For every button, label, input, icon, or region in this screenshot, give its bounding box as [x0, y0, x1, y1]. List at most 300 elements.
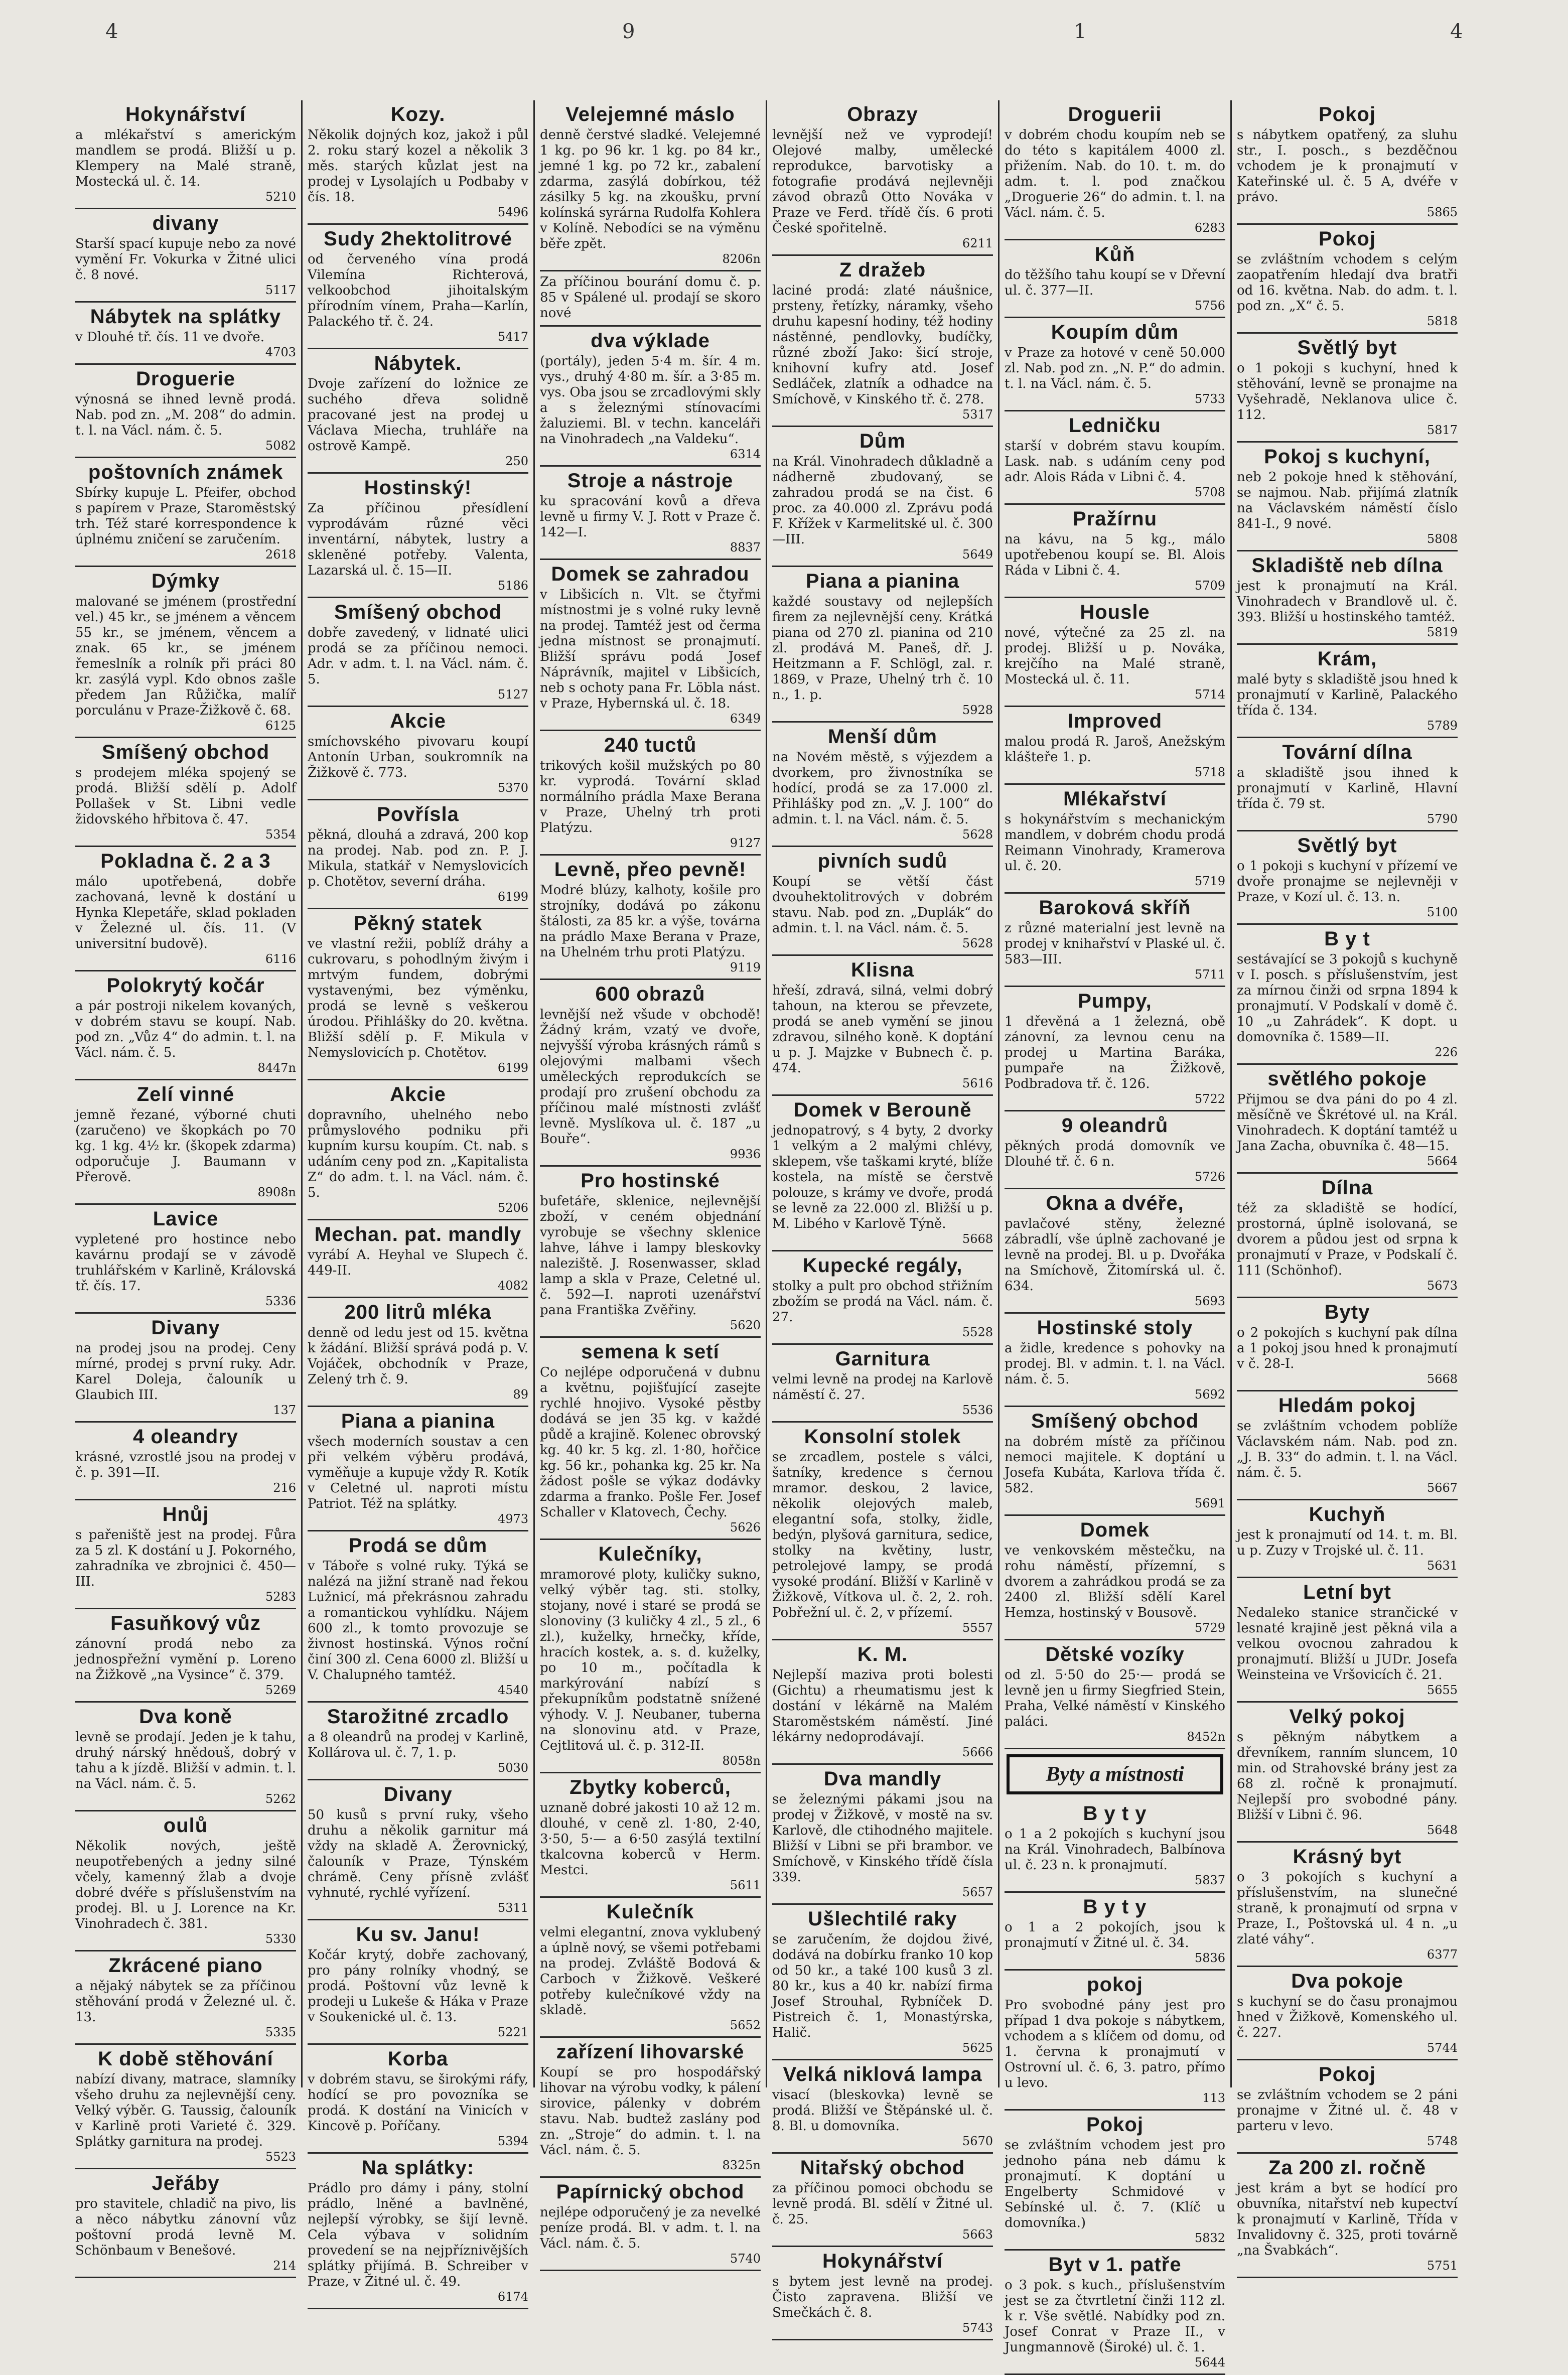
ad-code: 5311 — [497, 1901, 528, 1915]
ad-text: Modré blúzy, kalhoty, košile pro strojníky, dodává po zákonu štálosti, za 85 kr. a výše, továrna na prádlo Maxe Berana v Praze, na Uhelném trhu proti Platýzu. — [540, 883, 761, 960]
ad-text: malou prodá R. Jaroš, Anežským klášteře 1. p. — [1005, 734, 1225, 765]
ad-code: 4082 — [497, 1279, 528, 1293]
classified-ad — [308, 598, 528, 707]
ad-code: 5649 — [962, 547, 993, 562]
ad-columns — [70, 100, 1463, 2369]
classified-ad — [1005, 598, 1225, 707]
ad-heading: Byty — [1324, 1301, 1370, 1323]
ad-code: 5354 — [265, 827, 296, 842]
classified-ad — [540, 2178, 761, 2271]
classified-ad — [308, 800, 528, 909]
classified-ad — [75, 100, 296, 209]
ad-heading: Ku sv. Janu! — [356, 1923, 480, 1945]
ad-heading: Velká niklová lampa — [783, 2063, 982, 2085]
ad-heading: Menší dům — [828, 726, 937, 748]
classified-ad — [1005, 505, 1225, 598]
classified-ad — [540, 1167, 761, 1338]
classified-ad — [308, 2045, 528, 2154]
ad-code: 5740 — [730, 2252, 761, 2266]
classified-ad — [75, 1951, 296, 2045]
ad-code: 6116 — [265, 952, 296, 966]
ad-heading: Smíšený obchod — [1031, 1410, 1199, 1432]
ad-heading: Baroková skříň — [1039, 897, 1191, 919]
ad-code: 5336 — [265, 1294, 296, 1308]
ad-heading: Mechan. pat. mandly — [314, 1223, 522, 1245]
ad-text: Několik dojných koz, jakož i půl 2. roku starý kozel a několik 3 měs. starých kůzlat jest na prodej v Lysolajích u Podbaby v čís. 18. — [308, 127, 528, 205]
ad-text: malé byty s skladiště jsou hned k pronajmutí v Karlině, Palackého třída č. 134. — [1237, 672, 1458, 718]
ad-code: 5370 — [497, 781, 528, 795]
ad-text: jest k pronajmutí na Král. Vinohradech v Brandlově ul. č. 393. Bližší u hostinského tamtéž. — [1237, 579, 1458, 625]
ad-code: 5790 — [1427, 812, 1458, 826]
classified-ad — [540, 856, 761, 980]
ad-code: 5751 — [1427, 2259, 1458, 2273]
ad-heading: K. M. — [857, 1643, 908, 1665]
ad-code: 5262 — [265, 1792, 296, 1806]
ad-text: v Táboře s volné ruky. Týká se nalézá na jižní straně nad řekou Lužnicí, má překrásnou zahradu a romantickou vyhlídku. Nájem 600 zl., k tomto provozuje se živnost hostinská. Výnos roční činí 300 zl. Cena 6000 zl. Bližší u V. Chalupného tamtéž. — [308, 1559, 528, 1683]
classified-ad — [1237, 443, 1458, 551]
classified-ad — [75, 847, 296, 971]
classified-ad — [1237, 551, 1458, 645]
ad-text: s prodejem mléka spojený se prodá. Bližší sdělí p. Adolf Pollašek v St. Libni vedle židovského hřbitova č. 47. — [75, 765, 296, 827]
classified-ad — [308, 1220, 528, 1298]
ad-code: 5817 — [1427, 423, 1458, 437]
ad-heading: Polokrytý kočár — [106, 974, 265, 997]
ad-heading: Nábytek. — [374, 352, 462, 374]
ad-heading: pokoj — [1087, 1974, 1143, 1996]
ad-code: 6314 — [730, 447, 761, 461]
ad-code: 5722 — [1194, 1092, 1225, 1106]
ad-text: a 8 oleandrů na prodej v Karlině, Kollárova ul. č. 7, 1. p. — [308, 1730, 528, 1760]
ad-heading: Krám, — [1317, 648, 1377, 670]
ad-code: 5670 — [962, 2134, 993, 2148]
ad-text: pěkných prodá domovník ve Dlouhé tř. č. 6 n. — [1005, 1139, 1225, 1169]
ad-text: bufetáře, sklenice, nejlevnější zboží, v ceném objednání vyrobuje se všechny sklenice lahve, láhve i lampy bleskovky naleziště. J. Rosenwasser, sklad lamp a skla v Praze, Celetné ul. č. 592—I. naproti uzenářství pana Františka Zvěřiny. — [540, 1194, 761, 1318]
classified-ad — [1237, 2154, 1458, 2278]
ad-code: 6283 — [1194, 221, 1225, 235]
ad-code: 216 — [273, 1481, 296, 1495]
ad-text: dopravního, uhelného nebo průmyslového podniku při kupním kursu koupím. Ct. nab. s udáním ceny pod zn. „Kapitalista Z“ do adm. t. l. na Václ. nám. č. 5. — [308, 1107, 528, 1200]
ad-text: a nějaký nábytek se za příčinou stěhování prodá v Železné ul. č. 13. — [75, 1979, 296, 2025]
ad-text: Koupí se pro hospodářský lihovar na výrobu vodky, k pálení sirovice, pálenky v dobrém stavu. Nab. budtež zaslány pod zn. „Stroje“ do admin. t. l. na Václ. nám. č. 5. — [540, 2065, 761, 2158]
classified-ad — [1005, 1799, 1225, 1893]
ad-text: v dobrém stavu, se širokými ráfy, hodící se pro povozníka se prodá. K dostání na Vinicích v Kincově p. Poříčany. — [308, 2072, 528, 2134]
ad-heading: 240 tuctů — [604, 734, 697, 756]
ad-heading: Velejemné máslo — [565, 103, 735, 125]
ad-heading: Hnůj — [162, 1503, 209, 1525]
ad-text: s bytem jest levně na prodej. Čisto zapravena. Bližší ve Smečkách č. 8. — [772, 2274, 993, 2320]
ad-code: 5100 — [1427, 905, 1458, 919]
ad-code: 5819 — [1427, 625, 1458, 639]
ad-code: 250 — [505, 454, 528, 468]
ad-code: 5664 — [1427, 1154, 1458, 1168]
ad-text: na Novém městě, s výjezdem a dvorkem, pro živnostníka se hodící, prodá se za 17.000 zl. Přihlášky pod zn. „V. J. 100“ do admin. t. l. na Václ. nám. č. 5. — [772, 750, 993, 827]
ad-text: s pařeniště jest na prodej. Fůra za 5 zl. K dostání u J. Pokorného, zahradníka ve zbrojnici č. 450—III. — [75, 1527, 296, 1589]
ad-text: o 1 pokoji s kuchyní, hned k stěhování, levně se pronajme na Vyšehradě, Neklanova ulice č. 112. — [1237, 361, 1458, 423]
ad-heading: Starožitné zrcadlo — [327, 1706, 509, 1728]
ad-heading: Kuchyň — [1309, 1503, 1386, 1525]
ad-heading: Pokladna č. 2 a 3 — [100, 850, 271, 872]
ad-heading: Sudy 2hektolitrové — [324, 228, 512, 250]
ad-code: 5673 — [1427, 1279, 1458, 1293]
ad-heading: B y t y — [1083, 1802, 1147, 1825]
ad-text: se zvláštním vchodem s celým zaopatřením hledají dva bratři od 16. května. Nab. do adm. t. l. pod zn. „X“ č. 5. — [1237, 252, 1458, 314]
ad-code: 5626 — [730, 1520, 761, 1534]
classified-ad — [1005, 1314, 1225, 1407]
ad-text: z různé materialní jest levně na prodej v knihařství v Plaské ul. č. 583—III. — [1005, 921, 1225, 967]
ad-text: uznaně dobré jakosti 10 až 12 m. dlouhé, v ceně zl. 1·80, 2·40, 3·50, 5·— a 6·50 zasýlá textilní tkalcovna koberců v Herm. Mestci. — [540, 1800, 761, 1878]
classified-ad — [1237, 1703, 1458, 1843]
ad-heading: semena k setí — [581, 1341, 720, 1363]
ad-text: Za příčinou bourání domu č. p. 85 v Spálené ul. prodají se skoro nové — [540, 274, 761, 321]
ad-heading: Dva koně — [139, 1706, 232, 1728]
ad-text: a židle, kredence s pohovky na prodej. Bl. v admin. t. l. na Václ. nám. č. 5. — [1005, 1341, 1225, 1387]
ad-text: o 3 pok. s kuch., příslušenstvím jest se za čtvrtletní činži 112 zl. k r. Vše světlé. Nabídky pod zn. Josef Conrat v Praze II., v Jungmannově (Široké) ul. č. 1. — [1005, 2278, 1225, 2355]
ad-code: 5127 — [497, 687, 528, 702]
ad-heading: Pokoj s kuchyní, — [1264, 446, 1431, 468]
ad-code: 5837 — [1194, 1873, 1225, 1887]
ad-code: 5693 — [1194, 1294, 1225, 1308]
classified-ad — [75, 1811, 296, 1951]
ad-heading: světlého pokoje — [1267, 1068, 1427, 1090]
ad-text: jest krám a byt se hodící pro obuvníka, nitařství neb kupectví k pronajmutí v Karlině, Třída v Invalidovny č. 325, proti továrně „na Švabkách“. — [1237, 2181, 1458, 2258]
ad-heading: Pro hostinské — [581, 1170, 720, 1192]
ad-heading: 600 obrazů — [595, 983, 705, 1005]
classified-ad — [75, 303, 296, 365]
ad-heading: Pěkný statek — [353, 912, 483, 934]
ad-code: 5616 — [962, 1076, 993, 1090]
ad-text: (portály), jeden 5·4 m. šír. 4 m. vys., druhý 4·80 m. šír. a 3·85 m. vys. Oba jsou se zrcadlovými skly a s železnými stínovacími žaluziemi. Bl. v techn. kanceláři na Vinohradech „na Valdeku“. — [540, 354, 761, 447]
ad-code: 5692 — [1194, 1387, 1225, 1402]
ad-code: 5631 — [1427, 1559, 1458, 1573]
ad-text: pro stavitele, chladič na pivo, lis a něco nábytku zánovní vůz poštovní prodá levně M. Schönbaum v Benešové. — [75, 2196, 296, 2258]
classified-ad — [1237, 1065, 1458, 1174]
classified-ad — [308, 1920, 528, 2045]
ad-text: velmi elegantní, znova vyklubený a úplně nový, se všemi potřebami na prodej. Zvláště Bodová & Carboch v Žižkově. Veškeré potřeby kulečníkové vždy na skladě. — [540, 1925, 761, 2018]
ad-text: se zrcadlem, postele s válci, šatníky, kredence s černou mramor. deskou, 2 lavice, několik olejových maleb, elegantní sofa, stolky, židle, bedýn, plyšová garnitura, sedice, stolky na květiny, lustr, petrolejové lampy, se prodá vysoké prodání. Bližší v Karlině v Žižkově, Vítkova ul. č. 2, 2. roh. Pobřežní ul. č. 2, v přízemí. — [772, 1450, 993, 1620]
classified-ad — [540, 731, 761, 856]
classified-ad — [1237, 831, 1458, 925]
ad-code: 5536 — [962, 1403, 993, 1417]
classified-ad — [540, 1773, 761, 1898]
ad-text: nové, výtečné za 25 zl. na prodej. Bližší u p. Nováka, krejčího na Malé straně, Mostecká ul. č. 11. — [1005, 625, 1225, 687]
ad-heading: Světlý byt — [1297, 337, 1397, 359]
ad-heading: poštovních známek — [88, 461, 283, 483]
classified-ad — [1005, 1111, 1225, 1189]
ad-heading: divany — [152, 212, 219, 234]
classified-ad — [772, 1096, 993, 1251]
classified-ad — [1005, 894, 1225, 987]
classified-ad — [540, 467, 761, 560]
classified-ad — [540, 980, 761, 1167]
ad-heading: Piana a pianina — [805, 570, 960, 592]
ad-text: hřeší, zdravá, silná, velmi dobrý tahoun, na kterou se převzete, prodá se aneb vymění se jinou zdravou, silného koně. K doptání u p. J. Majzke v Bubnech č. p. 474. — [772, 983, 993, 1076]
ad-code: 5269 — [265, 1683, 296, 1697]
ad-heading: Hostinské stoly — [1037, 1317, 1193, 1339]
ad-heading: Kozy. — [390, 103, 446, 125]
ad-heading: Zkrácené piano — [108, 1954, 263, 1977]
ad-heading: Pražírnu — [1072, 508, 1158, 530]
ad-code: 2618 — [265, 547, 296, 562]
ad-code: 5756 — [1194, 299, 1225, 313]
ad-code: 5744 — [1427, 2041, 1458, 2055]
ad-text: o 2 pokojích s kuchyní pak dílna a 1 pokoj jsou hned k pronajmutí v č. 28-I. — [1237, 1325, 1458, 1371]
ad-code: 5644 — [1194, 2355, 1225, 2369]
ad-heading: Pokoj — [1319, 2063, 1376, 2085]
ad-heading: Pokoj — [1319, 228, 1376, 250]
classified-ad — [75, 458, 296, 567]
classified-ad — [772, 2154, 993, 2247]
ad-text: nabízí divany, matrace, slamníky všeho druhu za nejlevnější ceny. Velký výběr. G. Taussig, čalouník v Karlině proti Varieté č. 329. Splátky garnitura na prodej. — [75, 2072, 296, 2149]
ad-code: 5718 — [1194, 765, 1225, 779]
page-mark: 1 — [1074, 20, 1087, 43]
classified-ad — [1005, 785, 1225, 894]
ad-code: 5928 — [962, 703, 993, 717]
ad-text: též za skladiště se hodící, prostorná, úplně isolovaná, se dvorem a půdou jest od srpna k pronajmutí v Praze, v Podskalí č. 111 (Schönhof). — [1237, 1201, 1458, 1278]
ad-text: výnosná se ihned levně prodá. Nab. pod zn. „M. 208“ do admin. t. l. na Václ. nám. č. 5. — [75, 392, 296, 438]
ad-code: 8206n — [722, 252, 761, 266]
classified-ad — [75, 738, 296, 847]
ad-text: denně od ledu jest od 15. května k žádání. Bližší správá podá p. V. Vojáček, obchodník v Praze, Zelený trh č. 9. — [308, 1325, 528, 1387]
ad-heading: Korba — [387, 2048, 449, 2070]
ad-text: Kočár krytý, dobře zachovaný, pro pány rolníky vhodný, se prodá. Poštovní vůz levně k prodeji u Lukeše & Háka v Praze v Soukenické ul. č. 13. — [308, 1947, 528, 2025]
ad-heading: 9 oleandrů — [1061, 1114, 1169, 1137]
classified-ad — [772, 1423, 993, 1640]
ad-text: pavlačové stěny, železné zábradlí, vše úplně zachované je levně na prodej. Bl. u p. Dvořáka na Smíchově, Žitomírská ul. č. 634. — [1005, 1216, 1225, 1294]
classified-ad — [1237, 738, 1458, 831]
ad-code: 6199 — [497, 890, 528, 904]
ad-code: 4540 — [497, 1683, 528, 1697]
ad-code: 5709 — [1194, 579, 1225, 593]
classified-ad — [540, 271, 761, 327]
ad-heading: Dva pokoje — [1291, 1970, 1403, 1992]
ad-heading: Ledničku — [1069, 414, 1161, 437]
ad-code: 226 — [1435, 1045, 1458, 1059]
ad-code: 6125 — [265, 719, 296, 733]
classified-ad — [308, 1780, 528, 1920]
ad-heading: Mlékařství — [1063, 788, 1167, 810]
ad-heading: Piana a pianina — [341, 1410, 495, 1432]
ad-column — [1000, 100, 1232, 2369]
ad-text: nejlépe odporučený je za nevelké peníze prodá. Bl. v adm. t. l. na Václ. nám. č. 5. — [540, 2205, 761, 2251]
ad-code: 5832 — [1194, 2231, 1225, 2245]
ad-code: 5221 — [497, 2025, 528, 2039]
ad-heading: 4 oleandry — [132, 1426, 239, 1448]
classified-ad — [75, 1080, 296, 1205]
ad-code: 5557 — [962, 1621, 993, 1635]
ad-text: Několik nových, ještě neupotřebených a jedny silné včely, kamenný žlab a dvoje dobré dvéře s příslušenstvím na prodej. Bl. u J. Lorence na Kr. Vinohradech č. 381. — [75, 1839, 296, 1931]
ad-code: 5733 — [1194, 392, 1225, 406]
ad-code: 5283 — [265, 1590, 296, 1604]
ad-text: velmi levně na prodej na Karlově náměstí č. 27. — [772, 1372, 993, 1403]
ad-code: 5625 — [962, 2041, 993, 2055]
ad-code: 5789 — [1427, 719, 1458, 733]
ad-code: 8058n — [722, 1754, 761, 1768]
ad-heading: Zelí vinné — [136, 1083, 235, 1105]
ad-heading: Smíšený obchod — [101, 741, 270, 763]
classified-ad — [772, 1251, 993, 1345]
ad-heading: Kulečník — [606, 1901, 694, 1923]
ad-code: 5743 — [962, 2321, 993, 2335]
ad-heading: Hokynářství — [125, 103, 246, 125]
ad-heading: Tovární dílna — [1282, 741, 1412, 763]
ad-heading: Droguerii — [1068, 103, 1162, 125]
ad-column — [1232, 100, 1463, 2273]
ad-text: Nejlepší maziva proti bolesti (Gichtu) a rheumatismu jest k dostání v lékárně na Malém Staroměstském náměstí. Jiné lékárny nedoprodávají. — [772, 1667, 993, 1745]
ad-code: 5729 — [1194, 1621, 1225, 1635]
classified-ad — [1237, 925, 1458, 1065]
ad-text: jemně řezané, výborné chuti (zaručeno) ve škopkách po 70 kg. 1 kg. 4½ kr. (škopek zdarma) odporučuje J. Baumann v Přerově. — [75, 1107, 296, 1185]
ad-code: 5628 — [962, 936, 993, 950]
ad-heading: Zbytky koberců, — [569, 1776, 731, 1798]
ad-code: 5714 — [1194, 687, 1225, 702]
ad-text: na dobrém místě za příčinou nemoci majitele. K doptání u Josefa Kubáta, Karlova třída č. 582. — [1005, 1434, 1225, 1496]
ad-text: málo upotřebená, dobře zachovaná, levně k dostání u Hynka Klepetáře, sklad pokladen v Železné ul. čís. 11. (V universitní budově). — [75, 874, 296, 951]
classified-ad — [1005, 707, 1225, 785]
ad-heading: Skladiště neb dílna — [1251, 554, 1443, 577]
ad-text: s hokynářstvím s mechanickým mandlem, v dobrém chodu prodá Reimann Vinohrady, Kramerova ul. č. 20. — [1005, 812, 1225, 874]
ad-heading: Povřísla — [377, 803, 459, 825]
ad-text: všech moderních soustav a cen při velkém výběru prodává, vyměňuje a kupuje vždy R. Kotík v Celetné ul. naproti místu Patriot. Též na splátky. — [308, 1434, 528, 1511]
ad-code: 8325n — [722, 2158, 761, 2172]
classified-ad — [1237, 1578, 1458, 1703]
classified-ad — [1005, 1189, 1225, 1314]
ad-text: od zl. 5·50 do 25·— prodá se levně jen u firmy Siegfried Stein, Praha, Velké náměstí v Kinského paláci. — [1005, 1667, 1225, 1729]
ad-text: o 1 pokoji s kuchyní v přízemí ve dvoře pronajme se nejlevněji v Praze, v Kozí ul. č. 13. n. — [1237, 859, 1458, 905]
classified-ad — [1005, 100, 1225, 240]
ad-text: ve vlastní režii, poblíž dráhy a cukrovaru, s pohodlným živým i mrtvým fundem, dobrými vystavenými, bez výměnku, prodá se levně s veškerou úrodou. Přihlášky do 20. května. Bližší sdělí p. F. Mikula v Nemyslovicích p. Chotětov. — [308, 936, 528, 1060]
classified-ad — [1005, 1893, 1225, 1971]
classified-ad — [772, 2060, 993, 2154]
ad-text: krásné, vzrostlé jsou na prodej v č. p. 391—II. — [75, 1450, 296, 1480]
ad-code: 5317 — [962, 407, 993, 422]
ad-text: vyrábí A. Heyhal ve Slupech č. 449-II. — [308, 1247, 528, 1278]
ad-text: laciné prodá: zlaté náušnice, prsteny, řetízky, náramky, všeho druhu kapesní hodiny, též hodiny nástěnné, pendlovky, budíčky, různé zboží Jako: šicí stroje, knihovní kufry atd. Josef Sedláček, zlatník a odhadce na Smíchově, v Kinského tř. č. 278. — [772, 283, 993, 407]
classified-ad — [75, 971, 296, 1080]
ad-code: 5652 — [730, 2018, 761, 2032]
ad-text: ku spracování kovů a dřeva levně u firmy V. J. Rott v Praze č. 142—I. — [540, 494, 761, 540]
ad-code: 5655 — [1427, 1683, 1458, 1697]
classified-ad — [540, 1338, 761, 1540]
classified-ad — [1237, 1298, 1458, 1391]
classified-ad — [308, 1703, 528, 1780]
ad-text: 50 kusů s první ruky, všeho druhu a několik garnitur má vždy na skladě A. Žerovnický, čalouník v Praze, Týnském chrámě. Ceny přísně zvlášť vyhnuté, rychlé vyřízení. — [308, 1807, 528, 1900]
ad-code: 9127 — [730, 836, 761, 850]
ad-code: 5648 — [1427, 1823, 1458, 1837]
ad-text: dobře zavedený, v lidnaté ulici prodá se za příčinou nemoci. Adr. v adm. t. l. na Václ. nám. č. 5. — [308, 625, 528, 687]
ad-heading: Nitařský obchod — [800, 2157, 965, 2179]
ad-code: 8908n — [257, 1185, 296, 1199]
classified-ad — [308, 2154, 528, 2309]
ad-code: 5865 — [1427, 205, 1458, 219]
classified-ad — [540, 560, 761, 731]
classified-ad — [772, 956, 993, 1096]
classified-ad — [772, 567, 993, 723]
ad-code: 6349 — [730, 712, 761, 726]
classified-ad — [540, 327, 761, 467]
ad-heading: Domek se zahradou — [551, 563, 750, 585]
ad-heading: pivních sudů — [817, 850, 948, 872]
ad-heading: Stroje a nástroje — [567, 470, 734, 492]
classified-ad — [772, 427, 993, 567]
ad-text: Sbírky kupuje L. Pfeifer, obchod s papírem v Praze, Staroměstský trh. Též staré korrespondence k úplnému zničení se zaručením. — [75, 485, 296, 547]
ad-heading: Koupím dům — [1051, 321, 1179, 343]
ad-code: 5668 — [1427, 1372, 1458, 1386]
ad-text: jest k pronajmutí od 14. t. m. Bl. u p. Zuzy v Trojské ul. č. 11. — [1237, 1527, 1458, 1558]
ad-text: v Dlouhé tř. čís. 11 ve dvoře. — [75, 330, 264, 345]
classified-ad — [1237, 2060, 1458, 2154]
ad-heading: Hostinský! — [364, 477, 472, 499]
ad-heading: Ušlechtilé raky — [808, 1908, 957, 1930]
classified-ad — [75, 1703, 296, 1811]
ad-text: na prodej jsou na prodej. Ceny mírné, prodej s první ruky. Adr. Karel Doleja, čalouník u Glaubich III. — [75, 1341, 296, 1403]
ad-heading: Domek v Berouně — [793, 1099, 972, 1121]
classified-ad — [1005, 240, 1225, 318]
ad-heading: Droguerie — [136, 368, 235, 390]
ad-heading: Papírnický obchod — [556, 2181, 745, 2203]
page-mark: 4 — [105, 20, 118, 43]
ad-text: v dobrém chodu koupím neb se do této s kapitálem 4000 zl. přižením. Nab. do 10. t. m. do adm. t. l. pod značkou „Droguerie 26“ do admin. t. l. na Václ. nám. č. 5. — [1005, 127, 1225, 220]
ad-text: se zvláštním vchodem jest pro jednoho pána neb dámu k pronajmutí. K doptání u Engelberty Schmidové v Sebínské ul. č. 7. (Klíč u domovníka.) — [1005, 2138, 1225, 2230]
classified-ad — [75, 2169, 296, 2278]
ad-heading: dva výklade — [591, 330, 710, 352]
classified-ad — [772, 1640, 993, 1765]
ad-code: 214 — [273, 2259, 296, 2273]
classified-ad — [75, 567, 296, 738]
classified-ad — [308, 1407, 528, 1531]
ad-text: starší v dobrém stavu koupím. Lask. nab. s udáním ceny pod adr. Alois Ráda v Libni č. 4. — [1005, 439, 1225, 485]
ad-text: sestávající se 3 pokojů s kuchyně v I. posch. s příslušenstvím, jest za mírnou činži od srpna 1894 k pronajmutí. V Podskalí v domě č. 10 „u Zahrádek“. K dopt. u domovníka č. 1589—II. — [1237, 952, 1458, 1045]
ad-code: 5496 — [497, 205, 528, 219]
ad-text: levně se prodají. Jeden je k tahu, druhý nárský hnědouš, dobrý v tahu a k jízdě. Bližší v admin. t. l. na Václ. nám. č. 5. — [75, 1730, 296, 1791]
ad-text: Koupí se větší část dvouhektolitrových v dobrém stavu. Nab. pod zn. „Duplák“ do admin. t. l. na Václ. nám. č. 5. — [772, 874, 993, 936]
ad-heading: Klisna — [850, 959, 915, 981]
ad-column — [535, 100, 767, 2266]
classified-ad — [308, 707, 528, 800]
ad-heading: Pokoj — [1086, 2114, 1144, 2136]
classified-ad — [540, 100, 761, 271]
ad-heading: Garnitura — [835, 1348, 930, 1370]
ad-text: od červeného vína prodá Vilemína Richterová, velkoobchod jihoitalským přírodním vínem, Praha—Karlín, Palackého tř. č. 24. — [308, 252, 528, 329]
ad-heading: Divany — [383, 1783, 453, 1805]
ad-text: jednopatrový, s 4 byty, 2 dvorky 1 velkým a 2 malými chlévy, sklepem, vše taškami kryté, blíže kostela, na místě se čerstvě polouze, s krámy ve dvoře, prodá se levně za 22.000 zl. Bližší u p. M. Libého v Karlově Týně. — [772, 1123, 993, 1231]
ad-code: 8837 — [730, 540, 761, 554]
classified-ad — [1237, 1500, 1458, 1578]
ad-code: 5726 — [1194, 1170, 1225, 1184]
ad-heading: Improved — [1067, 710, 1163, 732]
ad-column — [303, 100, 535, 2304]
ad-text: levnější než všude v obchodě! Žádný krám, vzatý ve dvoře, nejvyšší výroba krásných rámů s olejovými malbami všech uměleckých reprodukcích se prodají pro zrušení obchodu za příčinou malé místnosti zvlášť levně. Myslíkova ul. č. 187 „u Bouře“. — [540, 1007, 761, 1147]
ad-heading: Smíšený obchod — [334, 601, 502, 623]
ad-heading: Akcie — [390, 710, 446, 732]
ad-code: 5335 — [265, 2025, 296, 2039]
ad-text: se zaručením, že dojdou živé, dodává na dobírku franko 10 kop od 50 kr., a také 100 kusů 3 zl. 80 kr., kus a 40 kr. nabízí firma Josef Strouhal, Rybníček D. Pistreich č. 1, Monastýrska, Halič. — [772, 1932, 993, 2040]
ad-code: 5117 — [265, 283, 296, 297]
ad-text: a mlékařství s americkým mandlem se prodá. Bližší u p. Klempery na Malé straně, Mostecká ul. č. 14. — [75, 127, 296, 189]
classified-ad — [1237, 334, 1458, 443]
classified-ad — [308, 100, 528, 225]
ad-text: v Libšicích n. Vlt. se čtyřmi místnostmi je s volné ruky levně na prodej. Tamtéž jest od čerma jedna místnost se pronajmutí. Bližší správu podá Josef Náprávník, majitel v Libšicích, neb s ochoty pana Fr. Löbla nást. v Praze, Hybernská ul. č. 18. — [540, 587, 761, 711]
classified-ad — [772, 100, 993, 256]
ad-text: každé soustavy od nejlepších firem za nejlevnější ceny. Krátká piana od 270 zl. pianina od 210 zl. prodává M. Paneš, dř. J. Heitzmann a F. Schlögl, zal. r. 1869, v Praze, Uhelný trh č. 10 n., 1. p. — [772, 594, 993, 703]
ad-heading: Dům — [860, 430, 906, 452]
ad-heading: Lavice — [153, 1208, 219, 1230]
ad-text: se železnými pákami jsou na prodej v Žižkově, v mostě na sv. Karlově, dle ctihodného majitele. Bližší v Libni se při brambor. ve Smíchově, v Kinského třídě čísla 339. — [772, 1792, 993, 1885]
ad-text: mramorové ploty, kuličky sukno, velký výběr tag. sti. stolky, stojany, nové i staré se prodá se slonoviny (3 kuličky 4 zl., 5 zl., 6 zl.), kuželky, hrnečky, kříde, hracích kostek, a. s. d. kuželky, po 10 m., počítadla k markýrování nabízí s překupníkům podstatně snížené výhody. V. J. Neubaner, tuberna na slonovinu atd. v Praze, Cejtlitová ul. č. p. 312-II. — [540, 1567, 761, 1753]
ad-code: 5719 — [1194, 874, 1225, 888]
ad-code: 5711 — [1194, 967, 1225, 982]
ad-text: Pro svobodné pány jest pro případ 1 dva pokoje s nábytkem, vchodem a s klíčem od domu, od 1. června k pronajmutí v Ostrovní ul. č. 6, 3. patro, přímo u levo. — [1005, 1998, 1225, 2090]
ad-text: a pár postroji nikelem kovaných, v dobrém stavu se koupí. Nab. pod zn. „Vůz 4“ do admin. t. l. na Václ. nám. č. 5. — [75, 999, 296, 1060]
